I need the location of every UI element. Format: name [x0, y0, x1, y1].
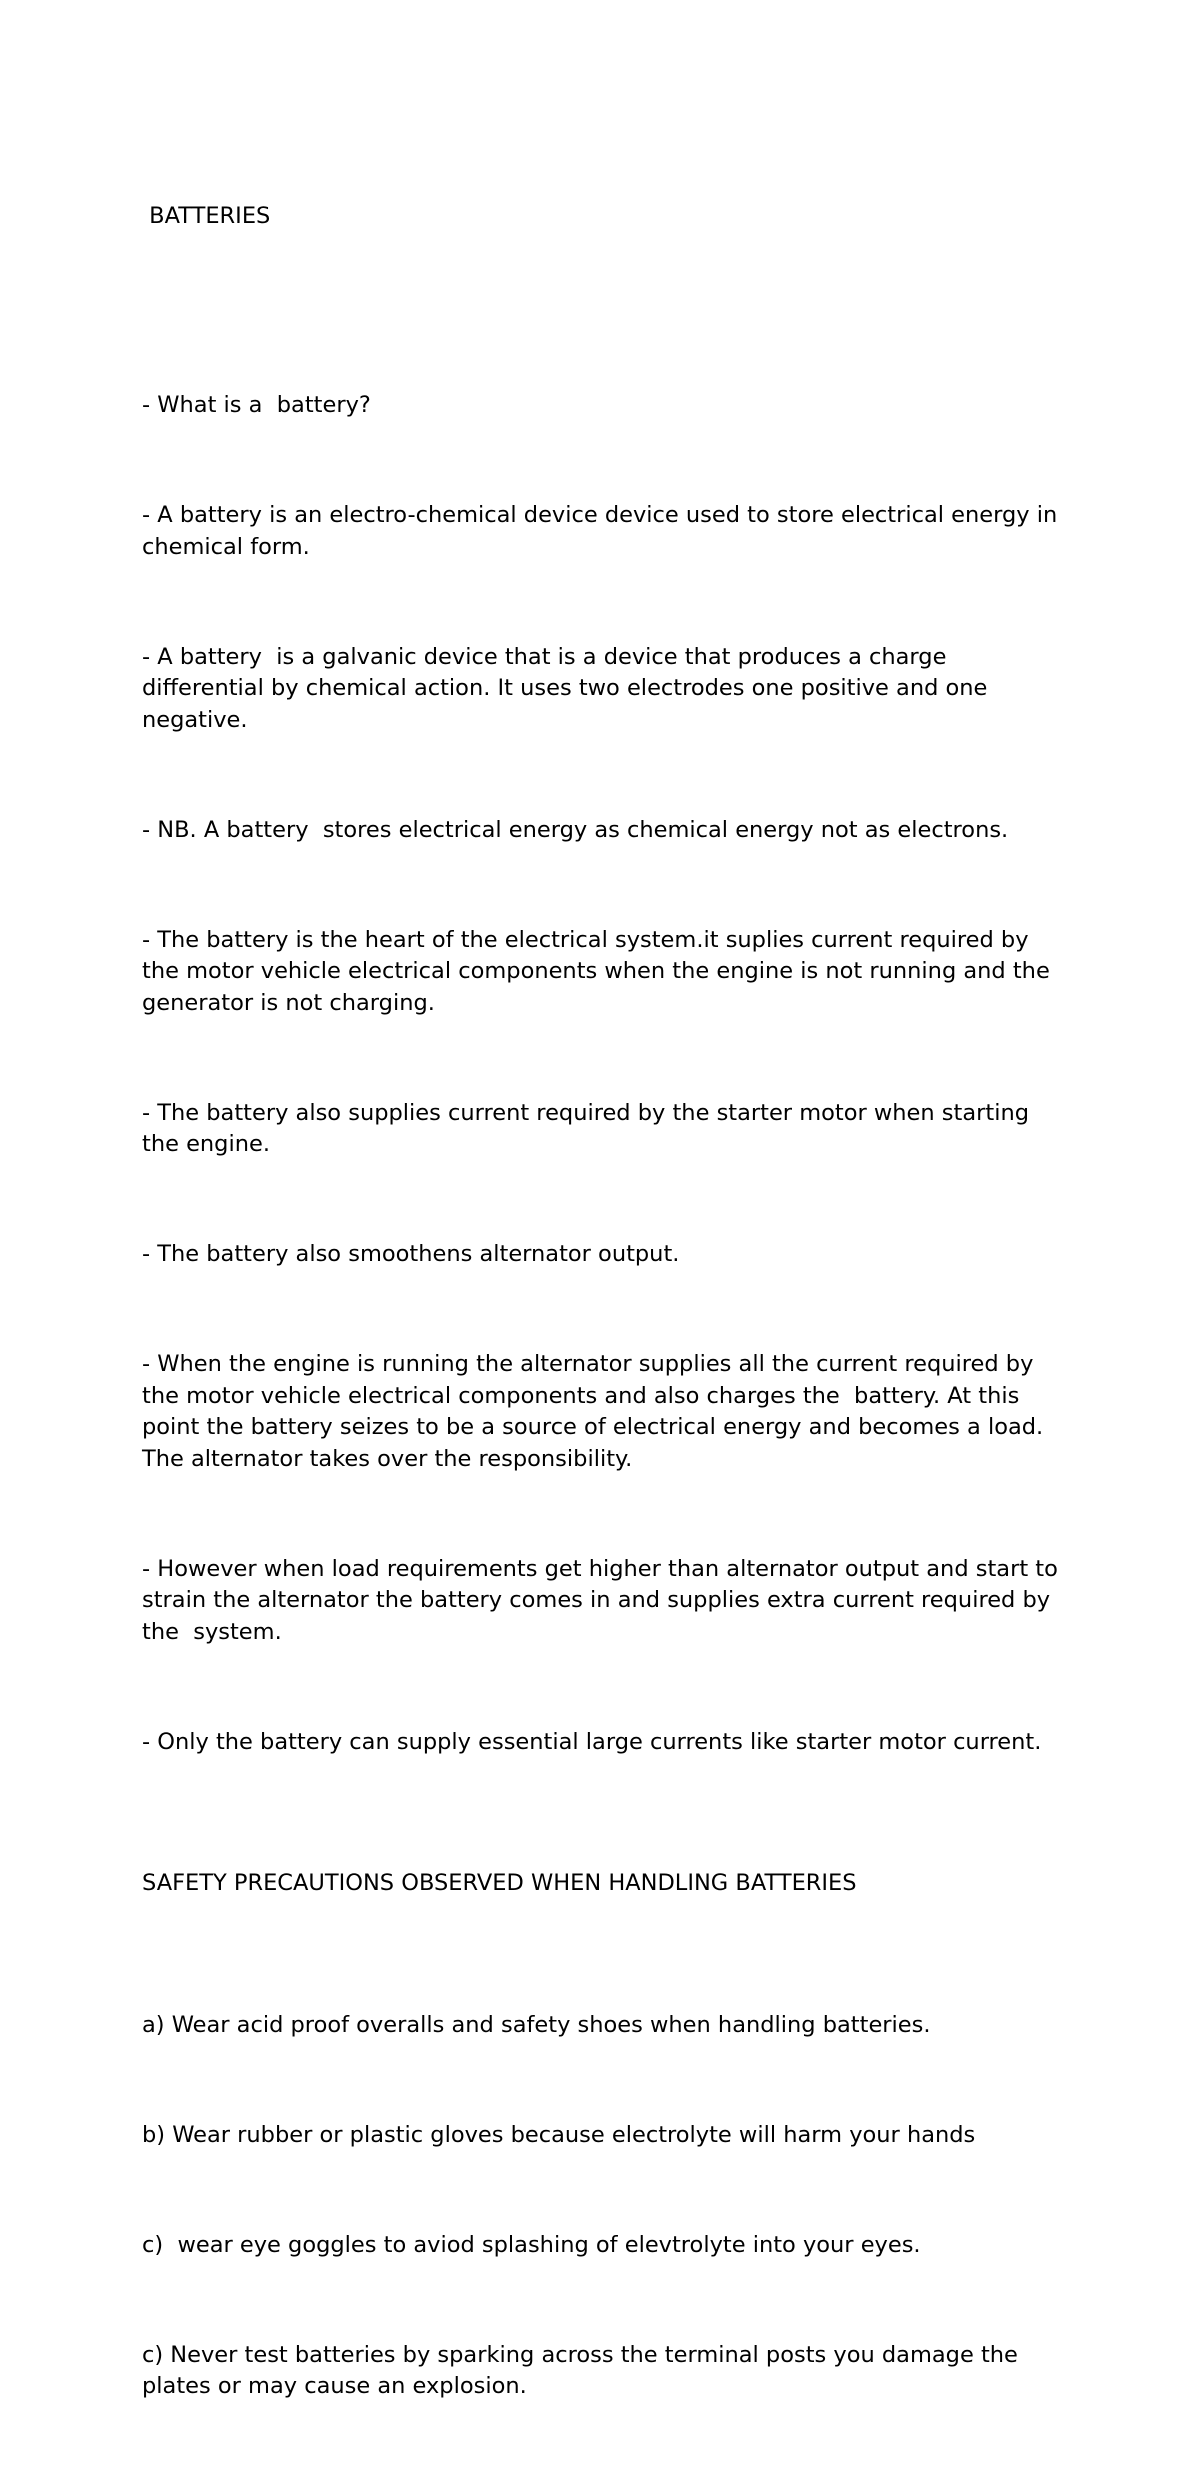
safety-item-c-goggles: c) wear eye goggles to aviod splashing of elevtrolyte into your eyes.	[142, 2231, 921, 2258]
paragraph-what-is-battery: - What is a battery?	[142, 392, 371, 418]
document-body	[142, 138, 1072, 2481]
paragraph-galvanic-device: - A battery is a galvanic device that is a device that produces a charge differential by chemical action. It uses two electrodes one positive and one negative.	[142, 643, 995, 733]
paragraph-smoothens-output: - The battery also smoothens alternator output.	[142, 1241, 680, 1267]
safety-heading: SAFETY PRECAUTIONS OBSERVED WHEN HANDLING BATTERIES	[142, 1870, 857, 1896]
paragraph-nb-note: - NB. A battery stores electrical energy as chemical energy not as electrons.	[142, 816, 1009, 843]
document-title: BATTERIES	[142, 203, 271, 229]
paragraph-engine-running: - When the engine is running the alternator supplies all the current required by the motor vehicle electrical components and also charges the battery. At this point the battery seizes to be a source of electrical energy and becomes a load. The alternator takes over the responsibility.	[142, 1351, 1051, 1472]
paragraph-definition: - A battery is an electro-chemical device device used to store electrical energy in chemical form.	[142, 502, 1065, 560]
paragraph-load-requirements: - However when load requirements get higher than alternator output and start to strain the alternator the battery comes in and supplies extra current required by the system.	[142, 1555, 1066, 1645]
safety-item-c-sparking: c) Never test batteries by sparking across the terminal posts you damage the plates or may cause an explosion.	[142, 2341, 1026, 2399]
safety-item-a: a) Wear acid proof overalls and safety shoes when handling batteries.	[142, 2011, 931, 2038]
paragraph-large-currents: - Only the battery can supply essential large currents like starter motor current.	[142, 1728, 1042, 1755]
paragraph-starter-motor: - The battery also supplies current required by the starter motor when starting the engine.	[142, 1099, 1037, 1157]
paragraph-heart-of-system: - The battery is the heart of the electrical system.it suplies current required by the motor vehicle electrical components when the engine is not running and the generator is not charging.	[142, 926, 1057, 1016]
safety-item-b: b) Wear rubber or plastic gloves because electrolyte will harm your hands	[142, 2121, 976, 2148]
